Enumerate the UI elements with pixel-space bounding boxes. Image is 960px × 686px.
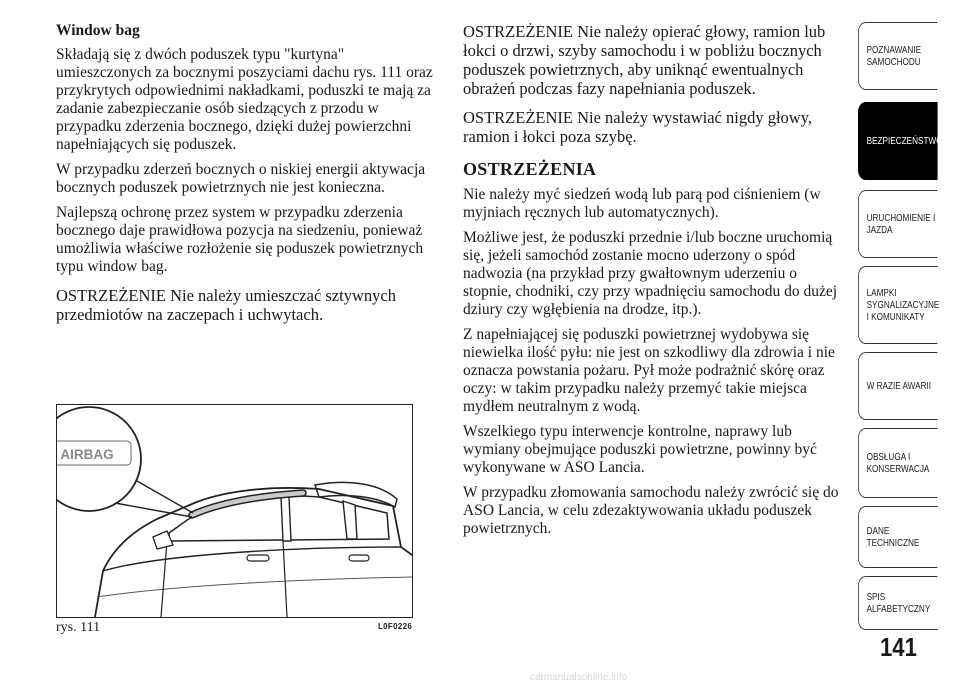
paragraph: Najlepszą ochronę przez system w przypadku zderzenia bocznego daje prawidłowa pozycja na siedzeniu, ponieważ umożliwia właściwe rozłożenie się poduszek powietrznych typu window bag.	[56, 204, 424, 275]
car-side-illustration	[57, 405, 412, 617]
paragraph: Możliwe jest, że poduszki przednie i/lub boczne uruchomią się, jeżeli samochód zostanie mocno uderzony o spód nadwozia (na przykład przy gwałtownym uderzeniu o stopnie, chodniki, czy przy wpadnięciu samochodu do dużej dziury czy wgłębienia na drodze, itp.).	[463, 229, 838, 318]
watermark: carmanualsonline.info	[530, 672, 628, 683]
chapter-tab-spis-alfabetyczny[interactable]: SPIS ALFABETYCZNY	[858, 576, 938, 630]
paragraph: W przypadku zderzeń bocznych o niskiej energii aktywacja bocznych poduszek powietrznych nie jest konieczna.	[56, 161, 426, 196]
section-heading-window-bag: Window bag	[56, 22, 140, 39]
figure-window-bag	[56, 404, 413, 618]
paragraph: Wszelkiego typu interwencje kontrolne, naprawy lub wymiany obejmujące poduszki powietrzne, powinny być wykonywane w ASO Lancia.	[463, 423, 817, 476]
page-number: 141	[880, 632, 917, 662]
warning-paragraph: OSTRZEŻENIE Nie należy opierać głowy, ramion lub łokci o drzwi, szyby samochodu i w pobliżu bocznych poduszek powietrznych, aby uniknąć ewentualnych obrażeń podczas fazy napełniania poduszek.	[463, 22, 826, 98]
paragraph: W przypadku złomowania samochodu należy zwrócić się do ASO Lancia, w celu zdezaktywowania układu poduszek powietrznych.	[463, 484, 839, 537]
right-column	[463, 22, 845, 545]
left-column	[56, 22, 442, 331]
warning-paragraph: OSTRZEŻENIE Nie należy umieszczać sztywnych przedmiotów na zaczepach i uchwytach.	[56, 286, 396, 324]
paragraph: Z napełniającej się poduszki powietrznej wydobywa się niewielka ilość pyłu: nie jest on szkodliwy dla zdrowia i nie oznacza powstania pożaru. Pył może podrażnić skórę oraz oczy: w takim przypadku należy przemyć takie miejsca mydłem neutralnym z wodą.	[463, 326, 835, 415]
chapter-tab-poznawanie-samochodu[interactable]: POZNAWANIE SAMOCHODU	[858, 22, 938, 90]
paragraph: Nie należy myć siedzeń wodą lub parą pod ciśnieniem (w myjniach ręcznych lub automatycznych).	[463, 186, 821, 221]
chapter-tab-lampki-sygnalizacyjne[interactable]: LAMPKI SYGNALIZACYJNE I KOMUNIKATY	[858, 266, 938, 344]
figure-caption: rys. 111	[56, 620, 101, 635]
paragraph: Składają się z dwóch poduszek typu "kurtyna" umieszczonych za bocznymi poszyciami dachu rys. 111 oraz przykrytych odpowiednimi nakładkami, poduszki te mają za zadanie zabezpieczanie osób siedzących z przodu w przypadku zderzenia bocznego, dzięki dużej powierzchni napełniających się poduszek.	[56, 46, 433, 153]
chapter-tab-obsluga-i-konserwacja[interactable]: OBSŁUGA I KONSERWACJA	[858, 428, 938, 498]
airbag-badge-text: AIRBAG	[60, 447, 114, 462]
warning-paragraph: OSTRZEŻENIE Nie należy wystawiać nigdy głowy, ramion i łokci poza szybę.	[463, 108, 813, 146]
chapter-tab-sidebar	[858, 0, 960, 686]
chapter-tab-w-razie-awarii[interactable]: W RAZIE AWARII	[858, 352, 938, 420]
figure-code: L0F0226	[378, 622, 413, 631]
chapter-tab-uruchomienie-i-jazda[interactable]: URUCHOMIENIE I JAZDA	[858, 190, 938, 258]
chapter-tab-dane-techniczne[interactable]: DANE TECHNICZNE	[858, 506, 938, 568]
section-heading-warnings: OSTRZEŻENIA	[463, 159, 597, 179]
chapter-tab-bezpieczenstwo[interactable]: BEZPIECZEŃSTWO	[858, 102, 938, 180]
